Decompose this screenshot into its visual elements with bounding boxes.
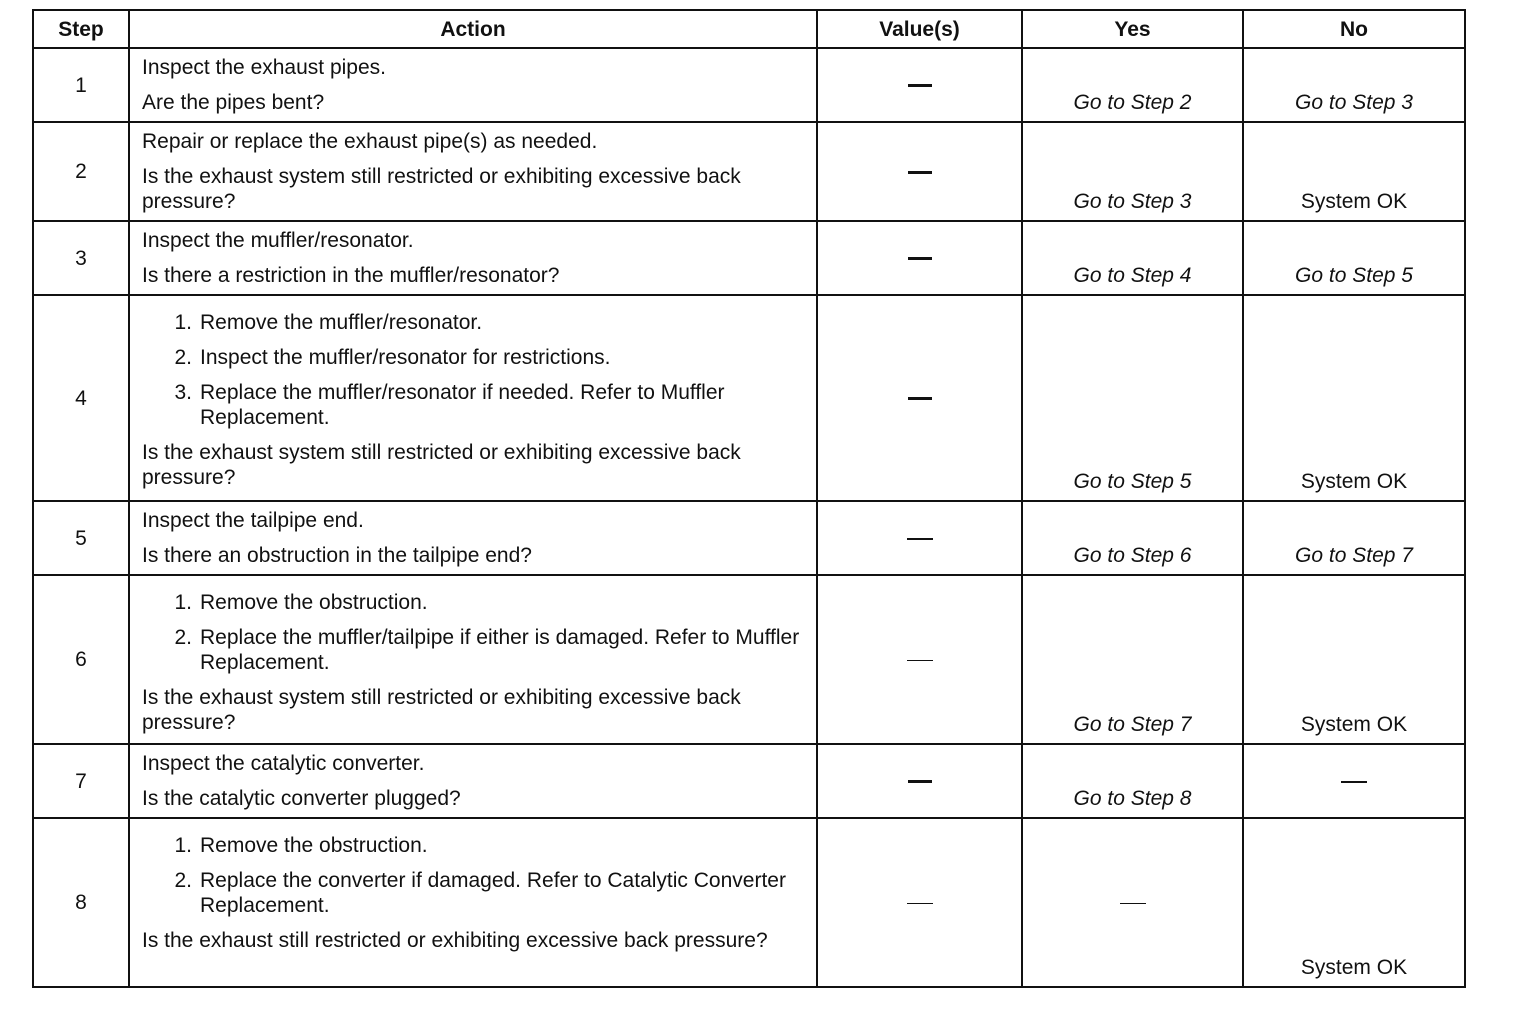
no-cell xyxy=(1243,744,1465,818)
step-number: 2 xyxy=(33,122,129,221)
action-step-item: 2. Inspect the muffler/resonator for restrictions. xyxy=(174,346,611,369)
action-step-item: 1. Remove the muffler/resonator. xyxy=(174,311,483,334)
dash-value xyxy=(907,660,933,662)
action-step-item: 1. Remove the obstruction. xyxy=(174,591,428,614)
header-yes: Yes xyxy=(1022,10,1243,48)
yes-cell: Go to Step 8 xyxy=(1022,744,1243,818)
no-cell: Go to Step 3 xyxy=(1243,48,1465,122)
step-number: 4 xyxy=(33,295,129,501)
value-cell xyxy=(817,295,1022,501)
action-cell xyxy=(129,295,817,501)
action-step-item: 1. Remove the obstruction. xyxy=(174,834,428,857)
action-question: Is the exhaust system still restricted or exhibiting excessive back pressure? xyxy=(142,686,741,734)
no-cell: System OK xyxy=(1243,575,1465,744)
value-cell xyxy=(817,575,1022,744)
table-row xyxy=(33,48,1465,122)
no-cell: System OK xyxy=(1243,295,1465,501)
action-text: Inspect the tailpipe end. xyxy=(142,509,364,532)
step-number: 8 xyxy=(33,818,129,987)
value-cell xyxy=(817,48,1022,122)
table-row xyxy=(33,744,1465,818)
action-step-item: 2. Replace the converter if damaged. Refer to Catalytic Converter Replacement. xyxy=(174,869,786,917)
action-question: Is the catalytic converter plugged? xyxy=(142,787,461,810)
yes-cell: Go to Step 4 xyxy=(1022,221,1243,295)
yes-cell: Go to Step 5 xyxy=(1022,295,1243,501)
action-text: Inspect the catalytic converter. xyxy=(142,752,425,775)
table-row xyxy=(33,818,1465,987)
action-steps-list xyxy=(142,833,806,918)
action-question: Is the exhaust system still restricted or exhibiting excessive back pressure? xyxy=(142,441,741,489)
dash-value xyxy=(907,903,933,905)
no-cell: Go to Step 5 xyxy=(1243,221,1465,295)
table-row xyxy=(33,501,1465,575)
table-row xyxy=(33,295,1465,501)
value-cell xyxy=(817,122,1022,221)
action-text: Repair or replace the exhaust pipe(s) as needed. xyxy=(142,130,598,153)
no-cell: Go to Step 7 xyxy=(1243,501,1465,575)
yes-cell xyxy=(1022,818,1243,987)
header-row xyxy=(33,10,1465,48)
dash-value xyxy=(908,171,932,174)
action-cell xyxy=(129,818,817,987)
dash-value xyxy=(908,397,932,400)
action-text: Inspect the exhaust pipes. xyxy=(142,56,386,79)
action-cell xyxy=(129,575,817,744)
table-row xyxy=(33,122,1465,221)
value-cell xyxy=(817,744,1022,818)
no-cell: System OK xyxy=(1243,122,1465,221)
header-action: Action xyxy=(129,10,817,48)
action-cell xyxy=(129,221,817,295)
value-cell xyxy=(817,501,1022,575)
action-question: Is the exhaust system still restricted or exhibiting excessive back pressure? xyxy=(142,165,741,213)
dash-value xyxy=(908,257,932,260)
step-number: 3 xyxy=(33,221,129,295)
step-number: 5 xyxy=(33,501,129,575)
yes-cell: Go to Step 7 xyxy=(1022,575,1243,744)
action-question: Is there a restriction in the muffler/resonator? xyxy=(142,264,560,287)
action-question: Is the exhaust still restricted or exhibiting excessive back pressure? xyxy=(142,929,768,952)
action-cell xyxy=(129,501,817,575)
action-question: Are the pipes bent? xyxy=(142,91,325,114)
yes-cell: Go to Step 3 xyxy=(1022,122,1243,221)
dash-value xyxy=(907,538,933,540)
action-text: Inspect the muffler/resonator. xyxy=(142,229,414,252)
action-question: Is there an obstruction in the tailpipe end? xyxy=(142,544,532,567)
action-cell xyxy=(129,48,817,122)
header-values: Value(s) xyxy=(817,10,1022,48)
no-cell: System OK xyxy=(1243,818,1465,987)
dash-value xyxy=(908,780,932,783)
yes-cell: Go to Step 2 xyxy=(1022,48,1243,122)
step-number: 6 xyxy=(33,575,129,744)
header-no: No xyxy=(1243,10,1465,48)
value-cell xyxy=(817,818,1022,987)
header-step: Step xyxy=(33,10,129,48)
yes-cell: Go to Step 6 xyxy=(1022,501,1243,575)
action-steps-list xyxy=(142,590,806,675)
table-row xyxy=(33,575,1465,744)
action-cell xyxy=(129,744,817,818)
dash-value xyxy=(1341,781,1367,783)
value-cell xyxy=(817,221,1022,295)
action-step-item: 3. Replace the muffler/resonator if needed. Refer to Muffler Replacement. xyxy=(174,381,725,429)
dash-value xyxy=(908,84,932,87)
action-steps-list xyxy=(142,310,806,430)
diagnostic-table xyxy=(32,9,1466,988)
dash-value xyxy=(1120,903,1146,905)
action-cell xyxy=(129,122,817,221)
table-row xyxy=(33,221,1465,295)
step-number: 7 xyxy=(33,744,129,818)
step-number: 1 xyxy=(33,48,129,122)
action-step-item: 2. Replace the muffler/tailpipe if either is damaged. Refer to Muffler Replacement. xyxy=(174,626,800,674)
